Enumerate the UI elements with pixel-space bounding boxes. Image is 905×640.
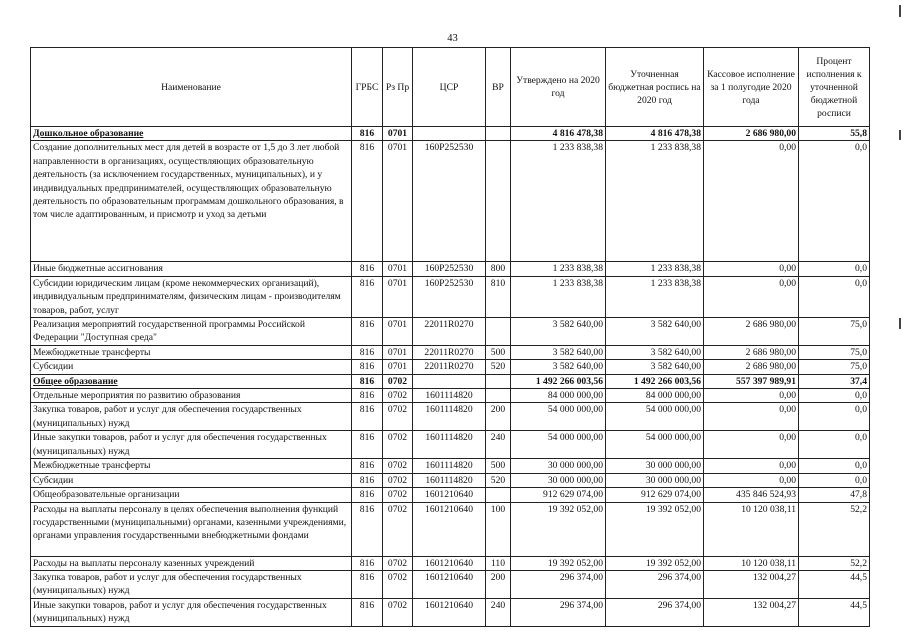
cell-grbs: 816 — [352, 345, 383, 359]
cell-approved: 4 816 478,38 — [511, 127, 606, 141]
cell-grbs: 816 — [352, 360, 383, 374]
cell-name: Общеобразовательные организации — [31, 488, 352, 502]
cell-refined: 296 374,00 — [606, 598, 704, 626]
cell-approved: 54 000 000,00 — [511, 431, 606, 459]
cell-vr: 100 — [486, 502, 511, 556]
cell-name: Субсидии юридическим лицам (кроме некоммерческих организаций), индивидуальным предпринимателям, физическим лицам - производителям товаров, работ, услуг — [31, 276, 352, 317]
header-approved: Утверждено на 2020 год — [511, 48, 606, 127]
cell-refined: 4 816 478,38 — [606, 127, 704, 141]
cell-grbs: 816 — [352, 127, 383, 141]
cell-rzpr: 0701 — [383, 141, 413, 262]
scan-edge-mark — [899, 130, 901, 140]
cell-csr: 22011R0270 — [413, 345, 486, 359]
table-row — [31, 141, 870, 262]
cell-cash: 557 397 989,91 — [704, 374, 799, 388]
cell-name: Создание дополнительных мест для детей в возрасте от 1,5 до 3 лет любой направленности в организациях, осуществляющих образовательную деятельность (за исключением государственных, муниципальных), и у индивидуальных предпринимателей, осуществляющих образовательную деятельность по образовательным программам дошкольного образования, в том числе адаптированным, и присмотр и уход за детьми — [31, 141, 352, 262]
cell-refined: 1 492 266 003,56 — [606, 374, 704, 388]
cell-percent: 75,0 — [799, 345, 870, 359]
cell-approved: 1 233 838,38 — [511, 141, 606, 262]
header-name: Наименование — [31, 48, 352, 127]
cell-rzpr: 0702 — [383, 502, 413, 556]
cell-grbs: 816 — [352, 473, 383, 487]
cell-approved: 912 629 074,00 — [511, 488, 606, 502]
cell-cash: 0,00 — [704, 389, 799, 403]
cell-refined: 30 000 000,00 — [606, 473, 704, 487]
cell-vr — [486, 127, 511, 141]
cell-vr: 520 — [486, 360, 511, 374]
cell-percent: 47,8 — [799, 488, 870, 502]
cell-name: Общее образование — [31, 374, 352, 388]
cell-name: Расходы на выплаты персоналу в целях обеспечения выполнения функций государственными (муниципальными) органами, казенными учреждениями, органами управления государственными внебюджетными фондами — [31, 502, 352, 556]
cell-approved: 1 233 838,38 — [511, 276, 606, 317]
cell-refined: 3 582 640,00 — [606, 345, 704, 359]
cell-name: Иные закупки товаров, работ и услуг для обеспечения государственных (муниципальных) нужд — [31, 598, 352, 626]
cell-name: Отдельные мероприятия по развитию образования — [31, 389, 352, 403]
cell-name: Субсидии — [31, 473, 352, 487]
cell-grbs: 816 — [352, 431, 383, 459]
header-rzpr: Рз Пр — [383, 48, 413, 127]
cell-cash: 435 846 524,93 — [704, 488, 799, 502]
cell-name: Расходы на выплаты персоналу казенных учреждений — [31, 556, 352, 570]
scan-edge-mark — [899, 5, 901, 17]
table-row — [31, 276, 870, 317]
header-cash: Кассовое исполнение за 1 полугодие 2020 года — [704, 48, 799, 127]
cell-rzpr: 0702 — [383, 473, 413, 487]
cell-percent: 0,0 — [799, 473, 870, 487]
cell-percent: 0,0 — [799, 389, 870, 403]
cell-vr: 200 — [486, 403, 511, 431]
cell-rzpr: 0702 — [383, 556, 413, 570]
cell-approved: 1 233 838,38 — [511, 262, 606, 276]
cell-refined: 296 374,00 — [606, 570, 704, 598]
cell-rzpr: 0702 — [383, 570, 413, 598]
table-body — [31, 127, 870, 627]
cell-name: Межбюджетные трансферты — [31, 345, 352, 359]
cell-refined: 1 233 838,38 — [606, 262, 704, 276]
cell-name: Иные закупки товаров, работ и услуг для обеспечения государственных (муниципальных) нужд — [31, 431, 352, 459]
cell-refined: 912 629 074,00 — [606, 488, 704, 502]
cell-grbs: 816 — [352, 276, 383, 317]
cell-cash: 0,00 — [704, 473, 799, 487]
cell-vr: 240 — [486, 431, 511, 459]
cell-csr: 1601210640 — [413, 488, 486, 502]
cell-percent: 0,0 — [799, 403, 870, 431]
cell-csr: 1601210640 — [413, 570, 486, 598]
page-number: 43 — [447, 33, 458, 44]
table-row — [31, 318, 870, 346]
cell-percent: 52,2 — [799, 556, 870, 570]
table-row — [31, 570, 870, 598]
cell-percent: 75,0 — [799, 318, 870, 346]
cell-csr: 22011R0270 — [413, 360, 486, 374]
header-percent: Процент исполнения к уточненной бюджетной росписи — [799, 48, 870, 127]
cell-rzpr: 0702 — [383, 389, 413, 403]
cell-grbs: 816 — [352, 403, 383, 431]
cell-name: Субсидии — [31, 360, 352, 374]
cell-grbs: 816 — [352, 374, 383, 388]
cell-grbs: 816 — [352, 488, 383, 502]
cell-vr: 500 — [486, 459, 511, 473]
cell-refined: 30 000 000,00 — [606, 459, 704, 473]
cell-percent: 37,4 — [799, 374, 870, 388]
cell-vr: 110 — [486, 556, 511, 570]
cell-csr: 1601114820 — [413, 473, 486, 487]
cell-name: Иные бюджетные ассигнования — [31, 262, 352, 276]
cell-vr: 800 — [486, 262, 511, 276]
cell-grbs: 816 — [352, 262, 383, 276]
cell-csr: 1601114820 — [413, 459, 486, 473]
cell-rzpr: 0702 — [383, 431, 413, 459]
cell-csr: 160P252530 — [413, 262, 486, 276]
cell-vr — [486, 141, 511, 262]
cell-approved: 1 492 266 003,56 — [511, 374, 606, 388]
cell-percent: 55,8 — [799, 127, 870, 141]
cell-name: Закупка товаров, работ и услуг для обеспечения государственных (муниципальных) нужд — [31, 570, 352, 598]
header-vr: ВР — [486, 48, 511, 127]
table-header — [31, 48, 870, 127]
cell-grbs: 816 — [352, 502, 383, 556]
cell-vr — [486, 488, 511, 502]
cell-vr: 240 — [486, 598, 511, 626]
cell-csr: 1601210640 — [413, 556, 486, 570]
cell-percent: 0,0 — [799, 141, 870, 262]
cell-approved: 296 374,00 — [511, 570, 606, 598]
table-row — [31, 360, 870, 374]
cell-vr — [486, 318, 511, 346]
cell-cash: 0,00 — [704, 403, 799, 431]
cell-csr: 160P252530 — [413, 141, 486, 262]
cell-name: Реализация мероприятий государственной программы Российской Федерации "Доступная среда" — [31, 318, 352, 346]
cell-approved: 84 000 000,00 — [511, 389, 606, 403]
cell-refined: 84 000 000,00 — [606, 389, 704, 403]
cell-grbs: 816 — [352, 598, 383, 626]
table-row — [31, 502, 870, 556]
cell-vr: 500 — [486, 345, 511, 359]
scan-edge-mark — [899, 318, 901, 329]
cell-cash: 132 004,27 — [704, 598, 799, 626]
table-row — [31, 389, 870, 403]
cell-rzpr: 0701 — [383, 360, 413, 374]
cell-approved: 3 582 640,00 — [511, 360, 606, 374]
cell-grbs: 816 — [352, 556, 383, 570]
cell-rzpr: 0701 — [383, 262, 413, 276]
cell-cash: 0,00 — [704, 431, 799, 459]
header-grbs: ГРБС — [352, 48, 383, 127]
cell-approved: 3 582 640,00 — [511, 345, 606, 359]
table-row — [31, 374, 870, 388]
cell-rzpr: 0702 — [383, 598, 413, 626]
table-row — [31, 488, 870, 502]
cell-percent: 44,5 — [799, 598, 870, 626]
cell-cash: 2 686 980,00 — [704, 360, 799, 374]
budget-table — [30, 47, 870, 627]
table-row — [31, 345, 870, 359]
cell-grbs: 816 — [352, 141, 383, 262]
header-refined: Уточненная бюджетная роспись на 2020 год — [606, 48, 704, 127]
table-row — [31, 431, 870, 459]
cell-approved: 30 000 000,00 — [511, 459, 606, 473]
cell-grbs: 816 — [352, 389, 383, 403]
cell-csr: 1601210640 — [413, 598, 486, 626]
cell-rzpr: 0701 — [383, 345, 413, 359]
cell-cash: 132 004,27 — [704, 570, 799, 598]
cell-cash: 0,00 — [704, 276, 799, 317]
cell-grbs: 816 — [352, 459, 383, 473]
cell-percent: 0,0 — [799, 276, 870, 317]
cell-csr: 1601114820 — [413, 403, 486, 431]
cell-grbs: 816 — [352, 570, 383, 598]
cell-percent: 0,0 — [799, 262, 870, 276]
cell-rzpr: 0702 — [383, 488, 413, 502]
cell-rzpr: 0701 — [383, 318, 413, 346]
cell-approved: 19 392 052,00 — [511, 502, 606, 556]
cell-grbs: 816 — [352, 318, 383, 346]
cell-refined: 3 582 640,00 — [606, 360, 704, 374]
cell-rzpr: 0702 — [383, 403, 413, 431]
cell-csr: 22011R0270 — [413, 318, 486, 346]
header-csr: ЦСР — [413, 48, 486, 127]
cell-vr: 810 — [486, 276, 511, 317]
cell-percent: 44,5 — [799, 570, 870, 598]
cell-approved: 30 000 000,00 — [511, 473, 606, 487]
table-row — [31, 403, 870, 431]
cell-rzpr: 0702 — [383, 459, 413, 473]
cell-rzpr: 0701 — [383, 276, 413, 317]
cell-percent: 0,0 — [799, 459, 870, 473]
cell-refined: 3 582 640,00 — [606, 318, 704, 346]
table-row — [31, 556, 870, 570]
cell-vr: 520 — [486, 473, 511, 487]
cell-cash: 2 686 980,00 — [704, 127, 799, 141]
cell-refined: 19 392 052,00 — [606, 502, 704, 556]
cell-csr — [413, 374, 486, 388]
cell-refined: 54 000 000,00 — [606, 431, 704, 459]
cell-cash: 2 686 980,00 — [704, 318, 799, 346]
cell-csr — [413, 127, 486, 141]
cell-name: Дошкольное образование — [31, 127, 352, 141]
cell-csr: 1601114820 — [413, 431, 486, 459]
cell-cash: 10 120 038,11 — [704, 502, 799, 556]
cell-percent: 52,2 — [799, 502, 870, 556]
cell-refined: 1 233 838,38 — [606, 141, 704, 262]
cell-cash: 10 120 038,11 — [704, 556, 799, 570]
cell-approved: 54 000 000,00 — [511, 403, 606, 431]
cell-refined: 1 233 838,38 — [606, 276, 704, 317]
cell-rzpr: 0701 — [383, 127, 413, 141]
table-row — [31, 598, 870, 626]
cell-approved: 19 392 052,00 — [511, 556, 606, 570]
cell-csr: 1601114820 — [413, 389, 486, 403]
cell-csr: 160P252530 — [413, 276, 486, 317]
cell-refined: 54 000 000,00 — [606, 403, 704, 431]
cell-cash: 0,00 — [704, 459, 799, 473]
table-row — [31, 127, 870, 141]
cell-cash: 0,00 — [704, 262, 799, 276]
cell-approved: 296 374,00 — [511, 598, 606, 626]
cell-refined: 19 392 052,00 — [606, 556, 704, 570]
cell-name: Закупка товаров, работ и услуг для обеспечения государственных (муниципальных) нужд — [31, 403, 352, 431]
cell-rzpr: 0702 — [383, 374, 413, 388]
cell-cash: 0,00 — [704, 141, 799, 262]
cell-vr: 200 — [486, 570, 511, 598]
cell-vr — [486, 389, 511, 403]
table-row — [31, 473, 870, 487]
table-row — [31, 262, 870, 276]
cell-name: Межбюджетные трансферты — [31, 459, 352, 473]
cell-approved: 3 582 640,00 — [511, 318, 606, 346]
cell-percent: 0,0 — [799, 431, 870, 459]
cell-percent: 75,0 — [799, 360, 870, 374]
cell-cash: 2 686 980,00 — [704, 345, 799, 359]
cell-csr: 1601210640 — [413, 502, 486, 556]
cell-vr — [486, 374, 511, 388]
table-row — [31, 459, 870, 473]
